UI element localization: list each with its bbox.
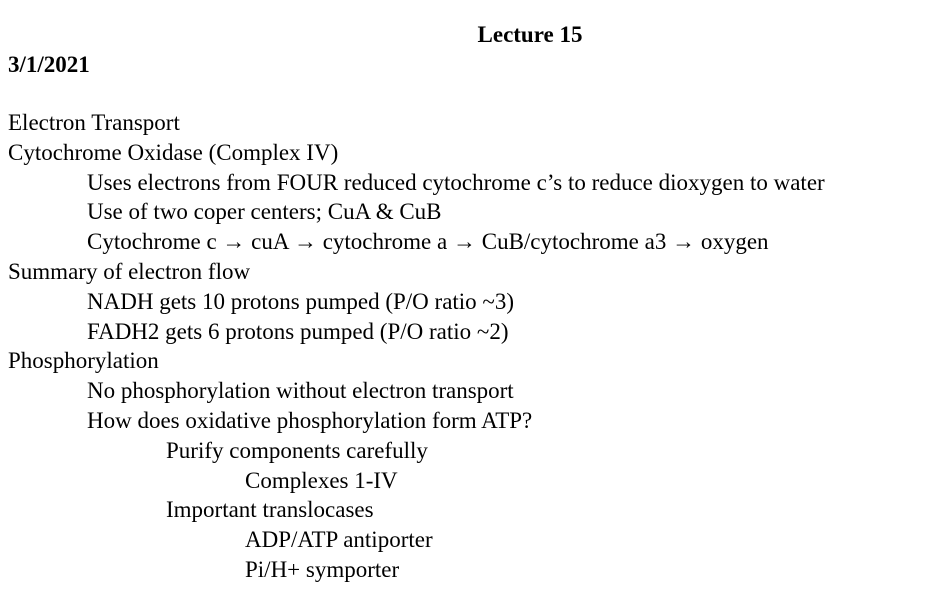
outline-heading-cytochrome-oxidase: Cytochrome Oxidase (Complex IV) [8, 139, 339, 165]
outline-item: NADH gets 10 protons pumped (P/O ratio ~3) [87, 288, 515, 314]
outline-heading-summary-electron-flow: Summary of electron flow [8, 258, 251, 284]
outline-subitem: Purify components carefully [166, 437, 428, 463]
outline-heading-electron-transport: Electron Transport [8, 110, 180, 135]
outline-subsubitem: Complexes 1-IV [245, 467, 398, 493]
outline-subitem: Important translocases [166, 497, 374, 523]
document-date: 3/1/2021 [8, 52, 90, 77]
notes-outline [8, 108, 825, 585]
outline-item: How does oxidative phosphorylation form ATP? [87, 407, 533, 433]
document-title-row [0, 20, 926, 49]
outline-item: Use of two coper centers; CuA & CuB [87, 199, 442, 225]
outline-item: No phosphorylation without electron transport [87, 378, 514, 404]
outline-item: Cytochrome c → cuA → cytochrome a → CuB/cytochrome a3 → oxygen [87, 229, 769, 255]
outline-heading-phosphorylation: Phosphorylation [8, 348, 159, 374]
outline-subsubitem: ADP/ATP antiporter [245, 527, 433, 553]
document-title: Lecture 15 [477, 22, 583, 47]
outline-item: FADH2 gets 6 protons pumped (P/O ratio ~2) [87, 318, 509, 344]
outline-item: Uses electrons from FOUR reduced cytochrome c’s to reduce dioxygen to water [87, 169, 825, 195]
outline-subsubitem: Pi/H+ symporter [245, 556, 400, 582]
